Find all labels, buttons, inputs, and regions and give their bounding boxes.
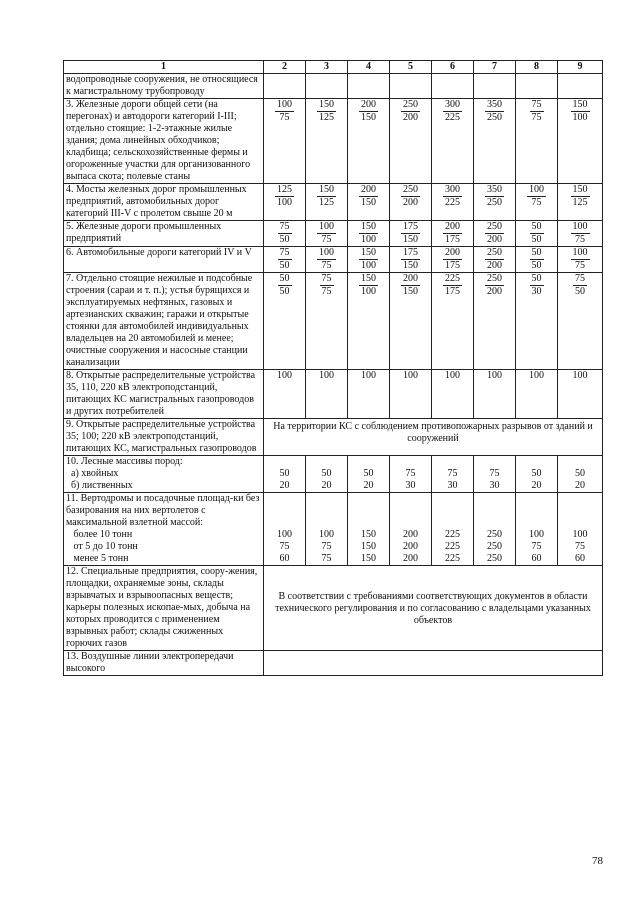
row-description: 7. Отдельно стоящие нежилые и подсобные строения (сараи и т. п.); устья бурящихся и эксплуатируемых нефтяных, газовых и артезианских скважин; гаражи и открытые стоянки для автомобилей индивидуальных владельцев на 20 автомобилей и менее; очистные сооружения и насосные станции канализации [64,273,264,370]
row-description: 13. Воздушные линии электропередачи высокого [64,651,264,676]
fraction-value: $\frac{75}{75}$ [531,99,542,123]
table-row: 11. Вертодромы и посадочные площад-ки без базирования на них вертолетов с максимальной взлетной массой: более 10 тонн от 5 до 10 тонн менее 5 тонн 100 75 60 100 75 75 150 150 150 200 200 200 225 225 225 250 250 250 100 75 60 100 75 60 [64,493,603,566]
fraction-value: $\frac{300}{225}$ [445,184,460,208]
fraction-value: $\frac{100}{75}$ [572,221,588,245]
row-description: 12. Специальные предприятия, соору-жения, площадки, охраняемые зоны, склады взрывчатых и взрывоопасных веществ; карьеры полезных ископае-мых, добыча на которых проводится с применением взрывных работ; склады сжиженных горючих газов [64,566,264,651]
value-cell: 100 [264,370,306,419]
row-description: 5. Железные дороги промышленных предприятий [64,221,264,247]
fraction-value: $\frac{100}{75}$ [319,247,334,271]
sub-item: более 10 тонн [73,529,133,540]
fraction-value: $\frac{150}{125}$ [319,184,334,208]
fraction-value: $\frac{250}{200}$ [487,247,502,271]
fraction-value: $\frac{75}{50}$ [279,247,290,271]
value-cell: 100 [474,370,516,419]
sub-item: а) хвойных [71,468,119,479]
fraction-value: $\frac{100}{75}$ [319,221,334,245]
fraction-value: $\frac{150}{125}$ [572,184,588,208]
fraction-value: $\frac{200}{175}$ [445,221,460,245]
fraction-value: $\frac{225}{175}$ [445,273,460,297]
value-cell: 100 [348,370,390,419]
value-cell: 100 [558,370,603,419]
header-cell: 2 [264,61,306,74]
row-description: 4. Мосты железных дорог промышленных предприятий, автомобильных дорог категорий III-V с пролетом свыше 20 м [64,184,264,221]
fraction-value: $\frac{200}{150}$ [361,99,376,123]
table-row [64,419,603,456]
sub-item: от 5 до 10 тонн [73,541,138,552]
fraction-value: $\frac{200}{175}$ [445,247,460,271]
fraction-value: $\frac{50}{50}$ [531,221,542,245]
row-description: 8. Открытые распределительные устройства 35, 110, 220 кВ электроподстанций, питающих КС магистральных газопроводов и других потребителей [64,370,264,419]
fraction-value: $\frac{150}{100}$ [361,247,376,271]
merged-note: На территории КС с соблюдением противопожарных разрывов от зданий и сооружений [264,419,603,456]
value-cell: 100 [432,370,474,419]
fraction-value: $\frac{50}{50}$ [531,247,542,271]
row-description [64,493,264,566]
row-description: водопроводные сооружения, не относящиеся к магистральному трубопроводу [64,74,264,99]
fraction-value: $\frac{300}{225}$ [445,99,460,123]
header-cell: 6 [432,61,474,74]
row-description: 9. Открытые распределительные устройства 35; 100; 220 кВ электроподстанций, питающих КС, магистральных газопроводов [64,419,264,456]
fraction-value: $\frac{150}{100}$ [572,99,588,123]
fraction-value: $\frac{75}{50}$ [279,221,290,245]
row-description [64,456,264,493]
row-heading: 11. Вертодромы и посадочные площад-ки без базирования на них вертолетов с максимальной взлетной массой: [66,493,260,528]
fraction-value: $\frac{150}{100}$ [361,273,376,297]
table-row [64,99,603,184]
table-row [64,273,603,370]
fraction-value: $\frac{75}{75}$ [321,273,332,297]
row-description: 3. Железные дороги общей сети (на перегонах) и автодороги категорий I-III; отдельно стоящие: 1-2-этажные жилые здания; дома линейных обходчиков; кладбища; сельскохозяйственные фермы и огороженные участки для организованного выпаса скота; полевые станы [64,99,264,184]
page-number: 78 [592,855,603,867]
fraction-value: $\frac{150}{125}$ [319,99,334,123]
fraction-value: $\frac{50}{50}$ [279,273,290,297]
fraction-value: $\frac{200}{150}$ [403,273,418,297]
table-row [64,74,603,99]
fraction-value: $\frac{175}{150}$ [403,221,418,245]
fraction-value: $\frac{175}{150}$ [403,247,418,271]
setback-distance-table [63,60,603,676]
sub-item: менее 5 тонн [73,553,129,564]
table-row [64,221,603,247]
row-heading: 10. Лесные массивы пород: [66,456,183,467]
fraction-value: $\frac{350}{250}$ [487,99,502,123]
table-row [64,566,603,651]
header-cell: 8 [516,61,558,74]
fraction-value: $\frac{250}{200}$ [487,273,502,297]
value-cell: 100 [306,370,348,419]
value-cell: 100 [516,370,558,419]
table-row [64,370,603,419]
row-description: 6. Автомобильные дороги категорий IV и V [64,247,264,273]
table-row [64,184,603,221]
fraction-value: $\frac{100}{75}$ [529,184,544,208]
fraction-value: $\frac{250}{200}$ [403,99,418,123]
header-cell: 1 [64,61,264,74]
fraction-value: $\frac{75}{50}$ [575,273,585,297]
table-row: 10. Лесные массивы пород: а) хвойных б) лиственных 50 20 50 20 50 20 75 30 75 30 75 30 50 20 50 20 [64,456,603,493]
fraction-value: $\frac{100}{75}$ [277,99,292,123]
table-row [64,651,603,676]
header-cell: 9 [558,61,603,74]
header-cell: 5 [390,61,432,74]
fraction-value: $\frac{100}{75}$ [572,247,588,271]
fraction-value: $\frac{200}{150}$ [361,184,376,208]
fraction-value: $\frac{250}{200}$ [403,184,418,208]
header-row [64,61,603,74]
fraction-value: $\frac{125}{100}$ [277,184,292,208]
merged-note: В соответствии с требованиями соответствующих документов в области технического регулирования и по согласованию с владельцами указанных объектов [264,566,603,651]
table-row [64,247,603,273]
header-cell: 7 [474,61,516,74]
fraction-value: $\frac{350}{250}$ [487,184,502,208]
sub-item: б) лиственных [71,480,133,491]
fraction-value: $\frac{150}{100}$ [361,221,376,245]
header-cell: 4 [348,61,390,74]
header-cell: 3 [306,61,348,74]
fraction-value: $\frac{50}{30}$ [531,273,542,297]
fraction-value: $\frac{250}{200}$ [487,221,502,245]
value-cell: 100 [390,370,432,419]
